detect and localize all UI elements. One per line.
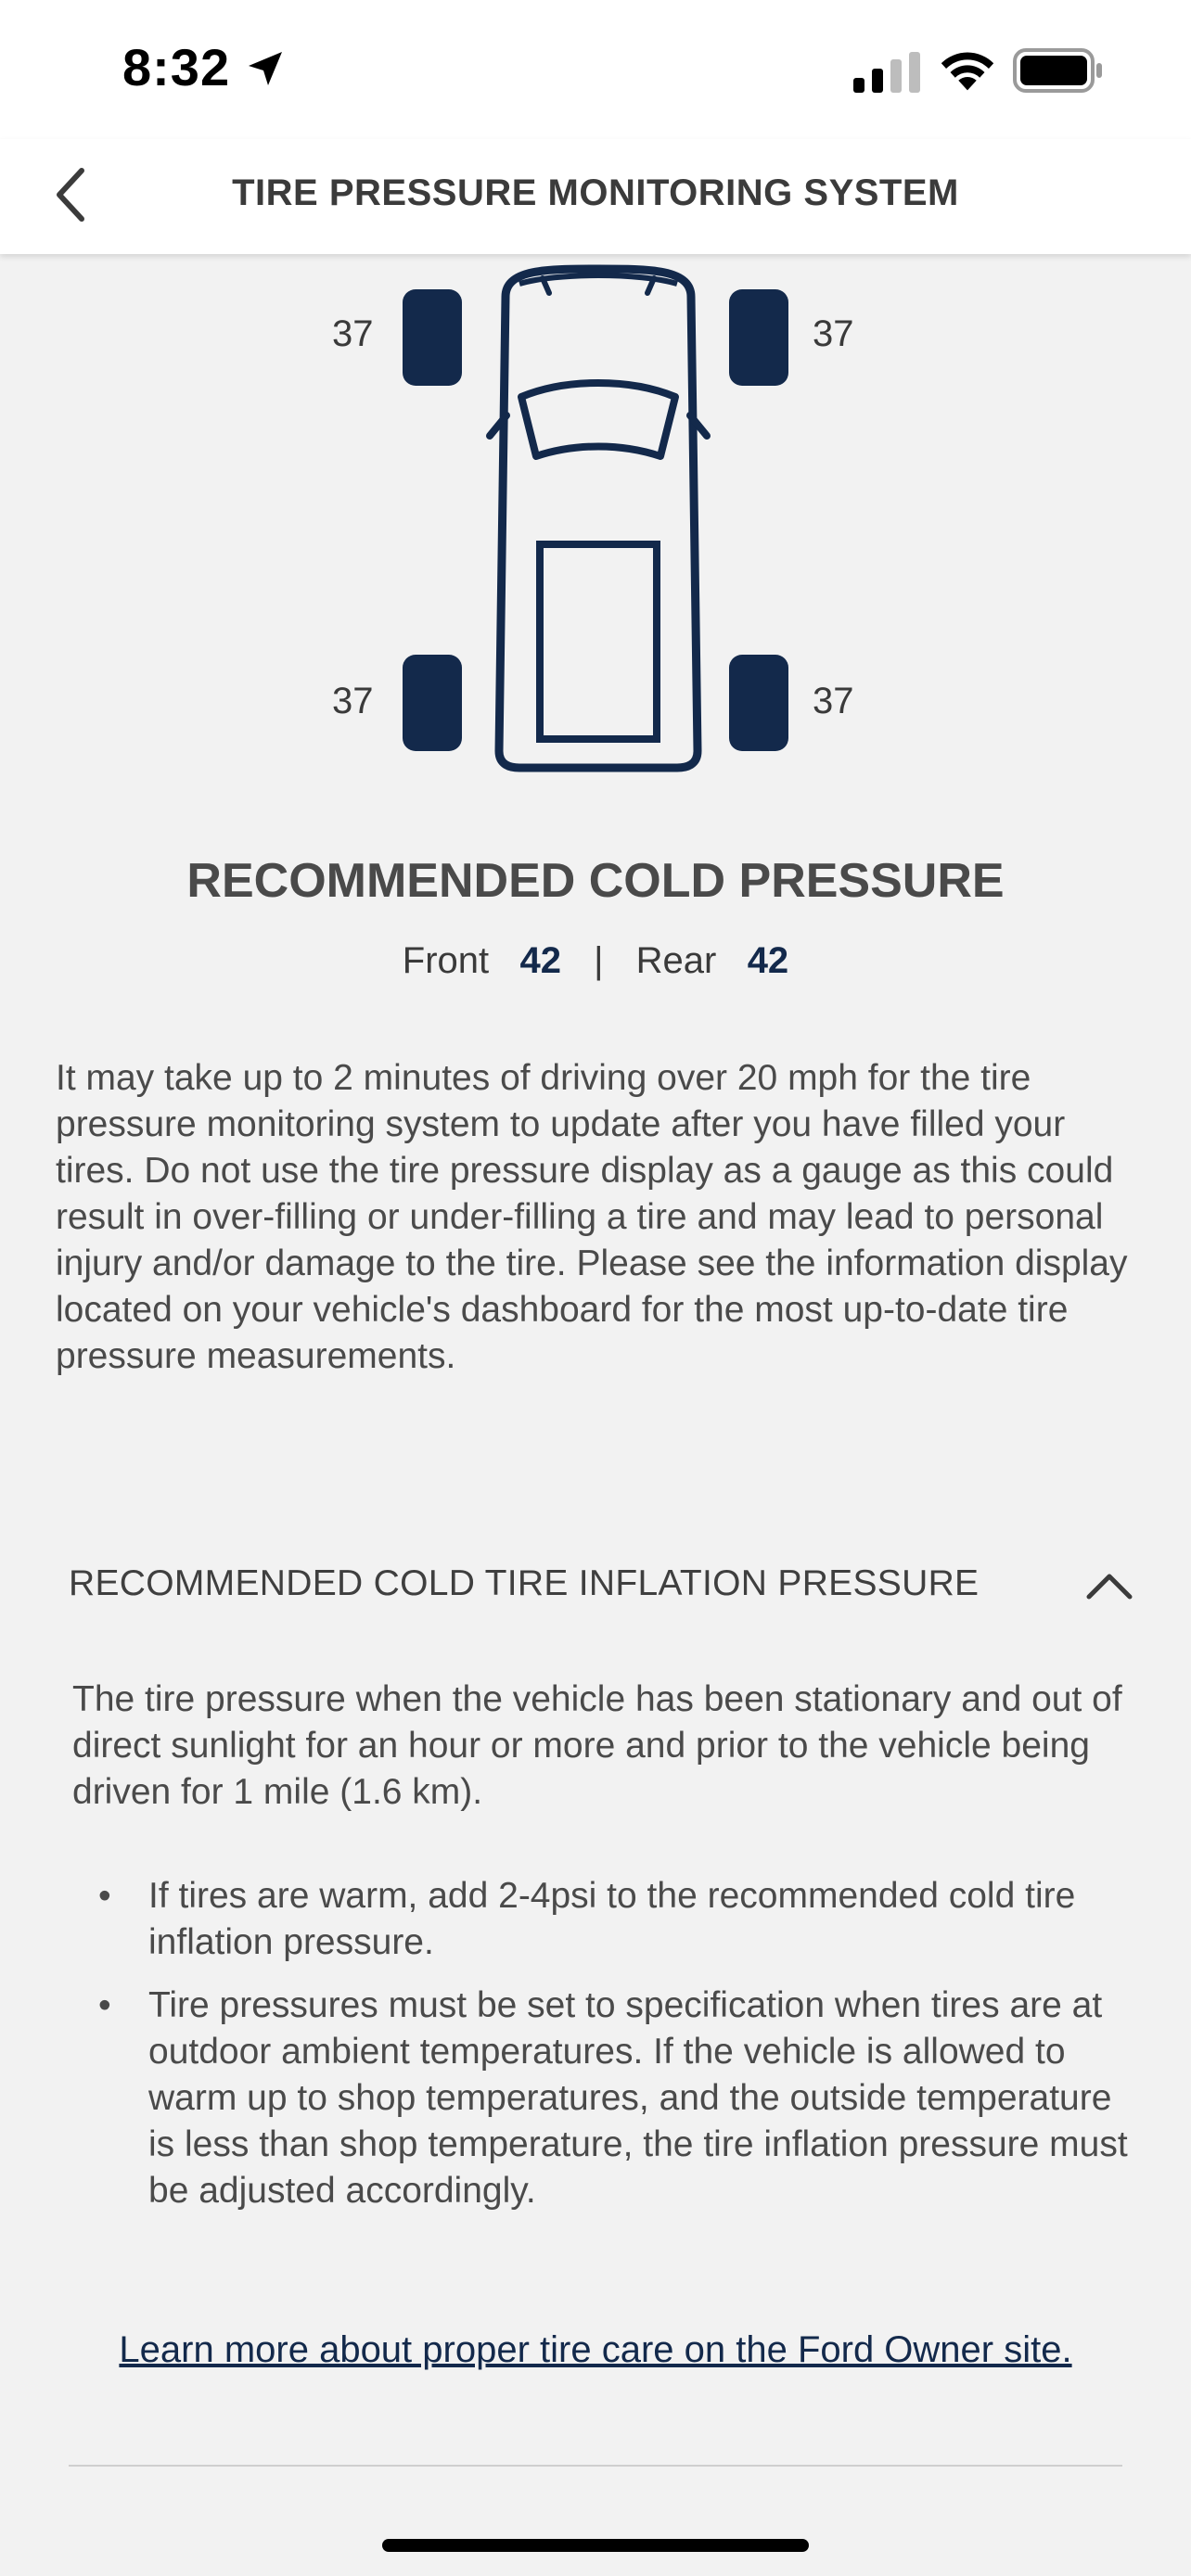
- chevron-up-icon[interactable]: [1083, 1567, 1135, 1604]
- accordion-header[interactable]: [69, 1554, 1135, 1619]
- battery-icon: [1013, 48, 1106, 93]
- front-label: Front: [402, 940, 490, 981]
- ford-owner-link[interactable]: Learn more about proper tire care on the Ford Owner site.: [119, 2329, 1072, 2370]
- tire-front-right: [729, 289, 788, 386]
- tire-rear-left: [403, 655, 462, 751]
- value-separator: |: [594, 940, 604, 981]
- recommended-pressure-values: [0, 940, 1191, 982]
- psi-rear-right: 37: [813, 681, 854, 721]
- accordion-body: The tire pressure when the vehicle has been stationary and out of direct sunlight for an hour or more and prior to the vehicle being driven for 1 mile (1.6 km).: [72, 1679, 1122, 1812]
- bullet-text: Tire pressures must be set to specification when tires are at outdoor ambient temperatures. If the vehicle is allowed to warm up to shop temperatures, and the outside temperature is less than shop temperature, the tire inflation pressure must be adjusted accordingly.: [148, 1985, 1128, 2211]
- psi-front-right: 37: [813, 313, 854, 354]
- vehicle-top-view-icon: [464, 260, 733, 779]
- divider: [69, 2465, 1122, 2467]
- accordion-title: RECOMMENDED COLD TIRE INFLATION PRESSURE: [69, 1563, 980, 1603]
- tire-front-left: [403, 289, 462, 386]
- bullet-dot: •: [98, 1985, 111, 2025]
- wifi-icon: [935, 46, 1000, 95]
- psi-front-left: 37: [332, 313, 374, 354]
- recommended-pressure-title: RECOMMENDED COLD PRESSURE: [186, 854, 1005, 908]
- status-time: 8:32: [122, 38, 231, 96]
- location-arrow-icon: [243, 46, 288, 91]
- psi-rear-left: 37: [332, 681, 374, 721]
- rear-label: Rear: [635, 940, 717, 981]
- bullet-dot: •: [98, 1876, 111, 1916]
- nav-bar: [0, 139, 1191, 254]
- rear-value: 42: [747, 940, 789, 981]
- home-indicator[interactable]: [382, 2539, 809, 2552]
- tire-rear-right: [729, 655, 788, 751]
- front-value: 42: [519, 940, 561, 981]
- signal-icon: [853, 52, 920, 93]
- bullet-text: If tires are warm, add 2-4psi to the recommended cold tire inflation pressure.: [148, 1876, 1076, 1962]
- list-item: [72, 1873, 1130, 1966]
- status-bar: [0, 0, 1191, 139]
- bullet-list: [72, 1873, 1130, 2231]
- list-item: [72, 1983, 1130, 2214]
- page-title: TIRE PRESSURE MONITORING SYSTEM: [232, 172, 959, 213]
- info-paragraph: It may take up to 2 minutes of driving over 20 mph for the tire pressure monitoring system to update after you have filled your tires. Do not use the tire pressure display as a gauge as this could result in over-filling or under-filling a tire and may lead to personal injury and/or damage to the tire. Please see the information display located on your vehicle's dashboard for the most up-to-date tire pressure measurements.: [56, 1058, 1128, 1376]
